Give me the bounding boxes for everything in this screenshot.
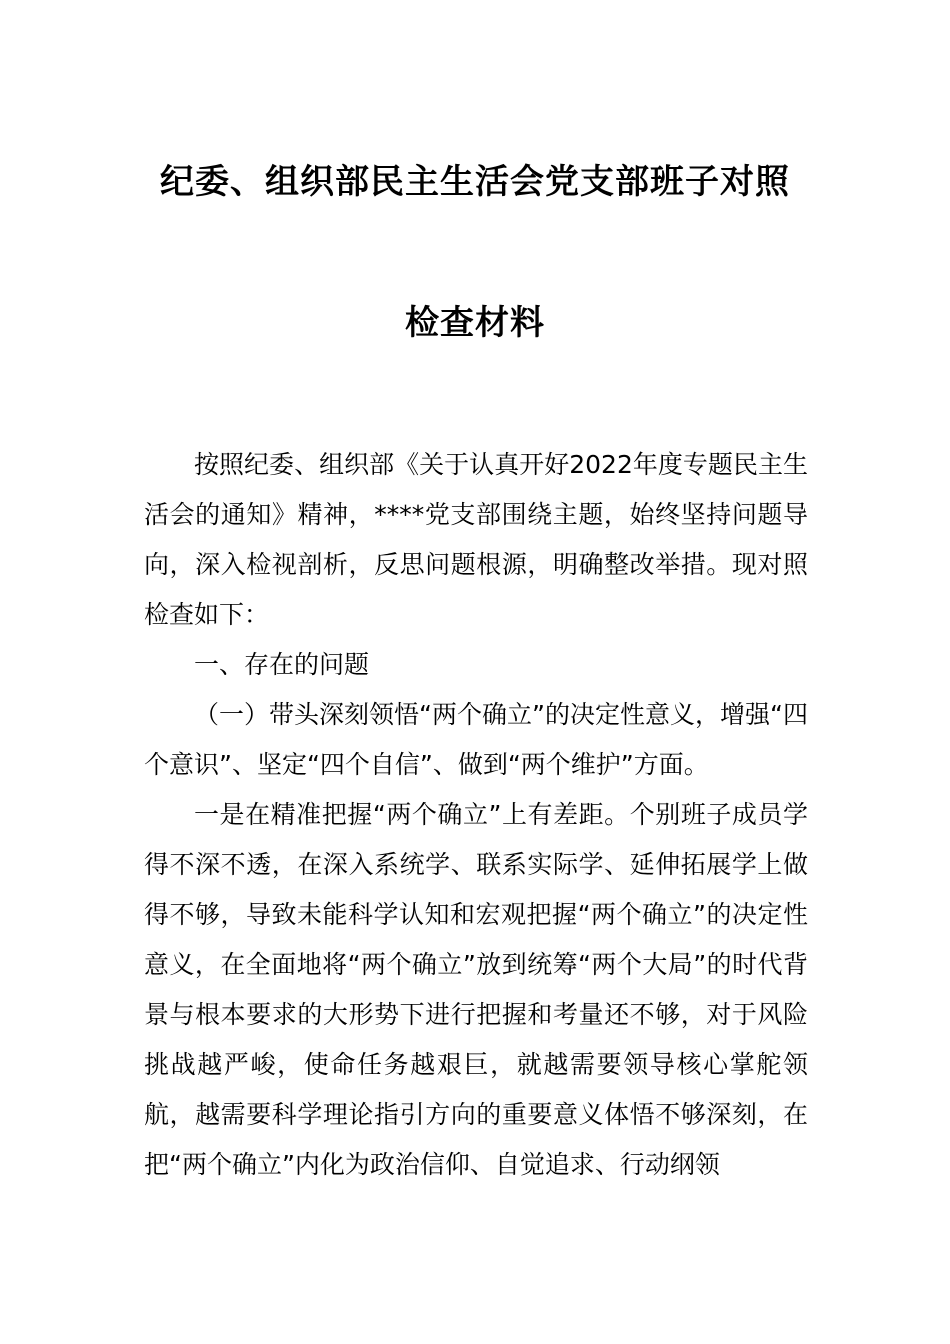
document-title-line-2: 检查材料 xyxy=(405,303,545,343)
intro-paragraph: 按照纪委、组织部《关于认真开好2022年度专题民主生活会的通知》精神，****党支部围绕主题，始终坚持问题导向，深入检视剖析，反思问题根源，明确整改举措。现对照检查如下： xyxy=(144,450,808,629)
section-heading-problems: 一、存在的问题 xyxy=(194,650,370,679)
document-title-line-1: 纪委、组织部民主生活会党支部班子对照 xyxy=(160,162,790,202)
subsection-heading-1: （一）带头深刻领悟“两个确立”的决定性意义，增强“四个意识”、坚定“四个自信”、做到“两个维护”方面。 xyxy=(144,700,808,779)
document-body xyxy=(144,440,808,1190)
body-paragraph-1: 一是在精准把握“两个确立”上有差距。个别班子成员学得不深不透，在深入系统学、联系实际学、延伸拓展学上做得不够，导致未能科学认知和宏观把握“两个确立”的决定性意义，在全面地将“两个确立”放到统筹“两个大局”的时代背景与根本要求的大形势下进行把握和考量还不够，对于风险挑战越严峻，使命任务越艰巨，就越需要领导核心掌舵领航，越需要科学理论指引方向的重要意义体悟不够深刻，在把“两个确立”内化为政治信仰、自觉追求、行动纲领 xyxy=(144,800,808,1179)
